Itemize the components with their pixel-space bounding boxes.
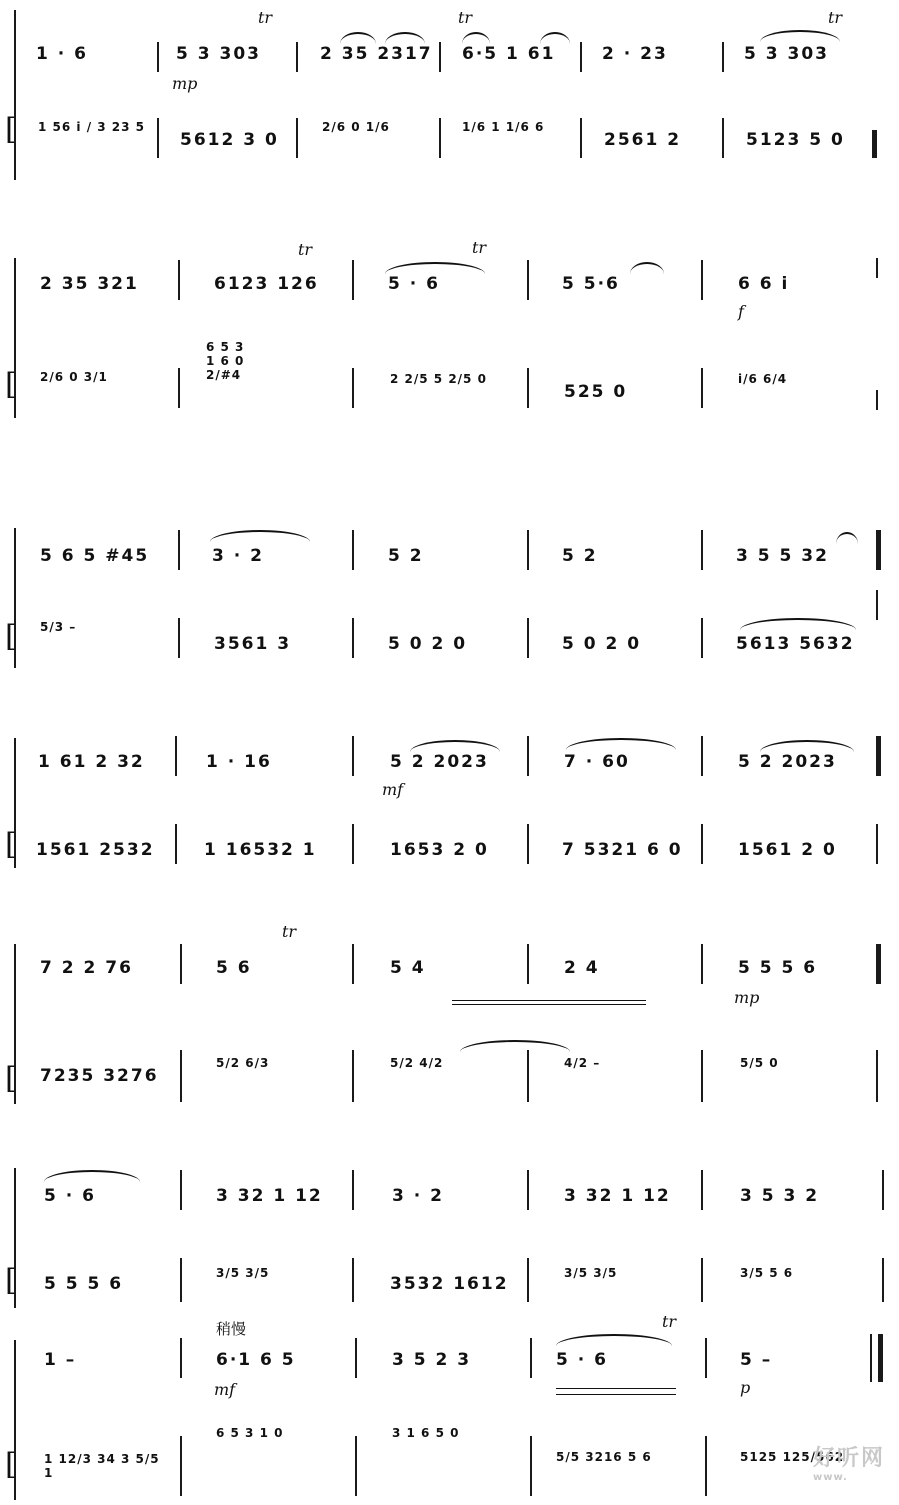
measure: 5 3 303 [744,44,829,64]
barline [527,368,529,408]
measure: 1653 2 0 [390,840,489,860]
measure: 5 2 2023 [738,752,837,772]
measure: 5 5·6 [562,274,620,294]
measure: 6·1 6 5 [216,1350,296,1370]
barline [705,1436,707,1496]
barline [527,618,529,658]
barline [352,618,354,658]
brace: [ [5,827,17,862]
barline [352,1050,354,1102]
barline [701,1170,703,1210]
slur [556,1334,672,1346]
measure: 5 5 5 6 [738,958,818,978]
barline [178,368,180,408]
slur [566,738,676,750]
measure: 1561 2 0 [738,840,837,860]
measure: 3561 3 [214,634,292,654]
measure: 5123 5 0 [746,130,845,150]
measure: 3532 1612 [390,1274,509,1294]
barline [876,944,881,984]
measure: 1 · 16 [206,752,272,772]
barline [352,736,354,776]
dynamic-mark: mp [172,74,198,93]
barline [355,1436,357,1496]
measure: 6·5 1 61 [462,44,556,64]
dynamic-mark: p [740,1378,751,1397]
barline [527,530,529,570]
barline [157,42,159,72]
final-barline [878,1334,883,1382]
measure: 5 5 5 6 [44,1274,124,1294]
barline [352,824,354,864]
dynamic-mark: mf [382,780,404,799]
system-line [14,10,16,180]
measure: 5613 5632 [736,634,855,654]
barline [352,368,354,408]
dynamic-mark: mf [214,1380,236,1399]
measure: 7 2 2 76 [40,958,133,978]
barline [876,736,881,776]
barline [527,736,529,776]
barline [527,944,529,984]
crescendo-line [556,1388,676,1389]
barline [352,944,354,984]
measure: 5/5 0 [740,1056,779,1070]
measure: 5 2 2023 [390,752,489,772]
slur [385,262,485,274]
barline [157,118,159,158]
brace: [ [5,367,17,402]
slur [760,740,854,752]
measure: 2 4 [564,958,600,978]
measure: 3 32 1 12 [564,1186,671,1206]
barline [439,42,441,72]
measure: 1/6 1 1/6 6 [462,120,545,134]
tempo-text: 稍慢 [216,1320,247,1338]
barline [876,590,878,620]
measure: 525 0 [564,382,628,402]
barline [180,1170,182,1210]
barline [296,118,298,158]
measure: 5/3 – [40,620,77,634]
slur [210,530,310,542]
barline [180,1436,182,1496]
barline [355,1338,357,1378]
barline [705,1338,707,1378]
slur [540,32,570,44]
measure: 2561 2 [604,130,682,150]
barline [882,1170,884,1210]
measure: 1 61 2 32 [38,752,145,772]
measure: 5 2 [388,546,424,566]
measure: 6 6 i [738,274,790,294]
slur [410,740,500,752]
slur [44,1170,140,1182]
trill-mark: tr [458,8,473,27]
slur [740,618,856,630]
measure: 3 5 2 3 [392,1350,472,1370]
measure: 5 – [740,1350,773,1370]
measure: 5 6 [216,958,252,978]
measure: i/6 6/4 [738,372,788,386]
barline [580,118,582,158]
barline [876,258,878,278]
slur [385,32,425,44]
barline [701,944,703,984]
barline [175,824,177,864]
measure: 7235 3276 [40,1066,159,1086]
measure: 5 · 6 [44,1186,96,1206]
measure: 1561 2532 [36,840,155,860]
slur [836,532,858,544]
watermark-logo [813,1441,885,1483]
barline [701,368,703,408]
barline [876,1050,878,1102]
measure: 5/5 3216 5 6 [556,1450,652,1464]
barline [352,1258,354,1302]
slur [460,1040,570,1052]
measure: 2 35 321 [40,274,139,294]
barline [701,260,703,300]
trill-mark: tr [298,240,313,259]
measure: 5 · 6 [388,274,440,294]
dynamic-mark: f [738,302,744,321]
barline [527,1050,529,1102]
measure: 2/6 0 3/1 [40,370,108,384]
barline [296,42,298,72]
barline [722,42,724,72]
barline [180,944,182,984]
measure: 6123 126 [214,274,319,294]
barline [352,530,354,570]
measure: 2/6 0 1/6 [322,120,390,134]
trill-mark: tr [258,8,273,27]
barline [530,1338,532,1378]
measure: 5/2 4/2 [390,1056,444,1070]
barline [527,260,529,300]
barline [530,1436,532,1496]
measure: 5 6 5 #45 [40,546,150,566]
barline [701,618,703,658]
watermark-text: 好听网 [812,1446,885,1471]
barline [701,824,703,864]
measure: 5125 125/562 [740,1450,845,1464]
measure: 2 35 2317 [320,44,433,64]
trill-mark: tr [828,8,843,27]
slur [462,32,490,44]
barline [876,390,878,410]
barline [527,1170,529,1210]
barline [870,1334,872,1382]
measure: 1 – [44,1350,77,1370]
trill-mark: tr [472,238,487,257]
barline [882,1258,884,1302]
measure: 7 5321 6 0 [562,840,683,860]
measure: 5 0 2 0 [562,634,642,654]
measure: 1 56 i / 3 23 5 [38,120,146,134]
crescendo-line [556,1394,676,1395]
measure: 3 5 5 32 [736,546,829,566]
trill-mark: tr [282,922,297,941]
slur [630,262,664,274]
measure: 5 4 [390,958,426,978]
barline [876,530,881,570]
barline [180,1338,182,1378]
slur [340,32,376,44]
barline [701,1258,703,1302]
measure: 1 16532 1 [204,840,317,860]
brace: [ [5,1447,17,1482]
measure: 3 · 2 [392,1186,444,1206]
slur [760,30,840,42]
measure: 7 · 60 [564,752,630,772]
barline [527,824,529,864]
barline [722,118,724,158]
barline [580,42,582,72]
barline [175,736,177,776]
brace: [ [5,1061,17,1096]
crescendo-line [452,1004,646,1005]
measure: 3 · 2 [212,546,264,566]
barline [178,618,180,658]
barline [352,1170,354,1210]
measure: 1 12/3 34 3 5/5 1 [44,1452,160,1480]
barline [178,260,180,300]
barline [439,118,441,158]
measure: 3/5 3/5 [564,1266,618,1280]
measure: 3 5 3 2 [740,1186,820,1206]
measure: 3/5 3/5 [216,1266,270,1280]
brace: [ [5,112,17,147]
measure: 6 5 3 1 0 [216,1426,284,1440]
measure: 4/2 – [564,1056,601,1070]
barline [701,736,703,776]
measure: 1 · 6 [36,44,88,64]
measure: 5612 3 0 [180,130,279,150]
measure: 6 5 3 1 6 0 2/#4 [206,340,245,382]
measure: 5/2 6/3 [216,1056,270,1070]
barline [180,1050,182,1102]
measure: 2 · 23 [602,44,668,64]
measure: 3/5 5 6 [740,1266,794,1280]
measure: 5 · 6 [556,1350,608,1370]
measure: 3 1 6 5 0 [392,1426,460,1440]
barline [527,1258,529,1302]
barline [872,130,877,158]
measure: 5 2 [562,546,598,566]
measure: 5 3 303 [176,44,261,64]
barline [876,824,878,864]
brace: [ [5,619,17,654]
measure: 2 2/5 5 2/5 0 [390,372,487,386]
barline [701,1050,703,1102]
barline [352,260,354,300]
measure: 3 32 1 12 [216,1186,323,1206]
barline [180,1258,182,1302]
trill-mark: tr [662,1312,677,1331]
brace: [ [5,1263,17,1298]
barline [701,530,703,570]
measure: 5 0 2 0 [388,634,468,654]
watermark-subtext: www. [812,1472,848,1483]
dynamic-mark: mp [734,988,760,1007]
crescendo-line [452,1000,646,1001]
barline [178,530,180,570]
